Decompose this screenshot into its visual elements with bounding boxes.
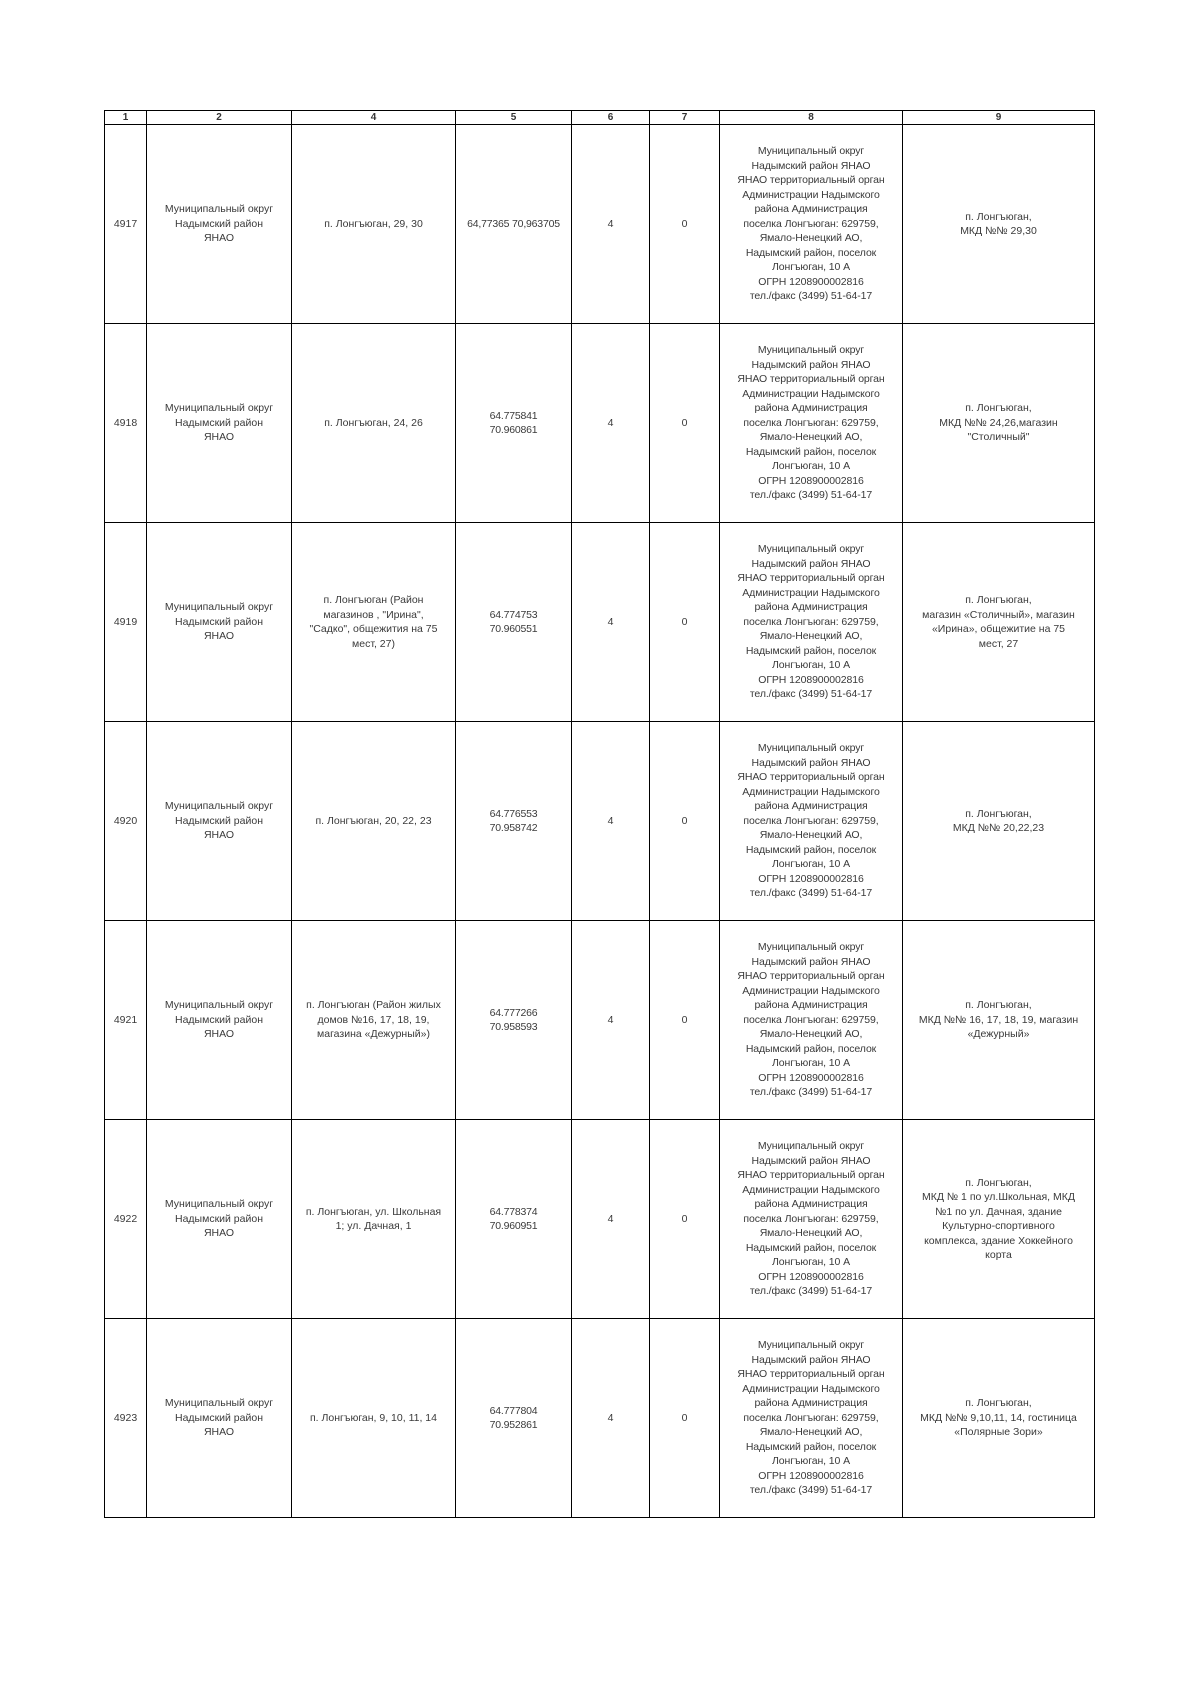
column-6-cell — [572, 1120, 650, 1319]
municipality-cell — [147, 722, 292, 921]
owner-cell — [720, 722, 903, 921]
address-cell — [292, 722, 456, 921]
owner-text: Муниципальный округ Надымский район ЯНАО ЯНАО территориальный орган Администрации Надымского района Администрация поселка Лонгъюган: 629759, Ямало-Ненецкий АО, Надымский район, поселок Лонгъюган, 10 А ОГРН 1208900002816 тел./факс (3499) 51-64-17 — [737, 344, 885, 502]
column-6-cell — [572, 1319, 650, 1518]
owner-cell — [720, 1319, 903, 1518]
table-row — [105, 125, 1095, 324]
address-cell — [292, 125, 456, 324]
address-cell — [292, 523, 456, 722]
column-7-value: 0 — [681, 814, 688, 827]
address-text: п. Лонгъюган, 29, 30 — [324, 217, 423, 230]
municipality-cell — [147, 125, 292, 324]
coordinates-text: 64.775841 70.960861 — [489, 409, 538, 436]
row-id-cell — [105, 722, 147, 921]
municipality-text: Муниципальный округ Надымский район ЯНАО — [164, 1397, 274, 1439]
row-id-cell — [105, 324, 147, 523]
coordinates-text: 64,77365 70,963705 — [467, 217, 560, 230]
row-id-cell — [105, 523, 147, 722]
table-row — [105, 523, 1095, 722]
row-id: 4917 — [113, 217, 138, 230]
table-row — [105, 722, 1095, 921]
sources-cell — [903, 921, 1095, 1120]
column-6-value: 4 — [607, 615, 614, 628]
coordinates-text: 64.776553 70.958742 — [489, 807, 538, 834]
address-text: п. Лонгъюган, 9, 10, 11, 14 — [310, 1411, 437, 1424]
row-id: 4922 — [113, 1212, 138, 1225]
coordinates-text: 64.778374 70.960951 — [489, 1205, 538, 1232]
coordinates-cell — [456, 1319, 572, 1518]
owner-text: Муниципальный округ Надымский район ЯНАО ЯНАО территориальный орган Администрации Надымского района Администрация поселка Лонгъюган: 629759, Ямало-Ненецкий АО, Надымский район, поселок Лонгъюган, 10 А ОГРН 1208900002816 тел./факс (3499) 51-64-17 — [737, 1339, 885, 1497]
column-6-value: 4 — [607, 1212, 614, 1225]
owner-cell — [720, 921, 903, 1120]
sources-text: п. Лонгъюган, МКД №№ 16, 17, 18, 19, магазин «Дежурный» — [918, 999, 1079, 1041]
column-7-cell — [650, 324, 720, 523]
coordinates-cell — [456, 1120, 572, 1319]
column-7-value: 0 — [681, 416, 688, 429]
column-6-value: 4 — [607, 217, 614, 230]
column-7-value: 0 — [681, 615, 688, 628]
owner-text: Муниципальный округ Надымский район ЯНАО ЯНАО территориальный орган Администрации Надымского района Администрация поселка Лонгъюган: 629759, Ямало-Ненецкий АО, Надымский район, поселок Лонгъюган, 10 А ОГРН 1208900002816 тел./факс (3499) 51-64-17 — [737, 941, 885, 1099]
column-7-cell — [650, 523, 720, 722]
column-header: 8 — [720, 111, 903, 125]
owner-text: Муниципальный округ Надымский район ЯНАО ЯНАО территориальный орган Администрации Надымского района Администрация поселка Лонгъюган: 629759, Ямало-Ненецкий АО, Надымский район, поселок Лонгъюган, 10 А ОГРН 1208900002816 тел./факс (3499) 51-64-17 — [737, 543, 885, 701]
coordinates-cell — [456, 125, 572, 324]
column-6-cell — [572, 324, 650, 523]
column-6-cell — [572, 722, 650, 921]
owner-text: Муниципальный округ Надымский район ЯНАО ЯНАО территориальный орган Администрации Надымского района Администрация поселка Лонгъюган: 629759, Ямало-Ненецкий АО, Надымский район, поселок Лонгъюган, 10 А ОГРН 1208900002816 тел./факс (3499) 51-64-17 — [737, 742, 885, 900]
address-text: п. Лонгъюган (Район жилых домов №16, 17, 18, 19, магазина «Дежурный») — [306, 999, 441, 1041]
sources-text: п. Лонгъюган, МКД №№ 29,30 — [960, 210, 1037, 237]
column-7-value: 0 — [681, 1013, 688, 1026]
sources-text: п. Лонгъюган, МКД №№ 20,22,23 — [952, 807, 1045, 834]
column-7-cell — [650, 921, 720, 1120]
row-id: 4923 — [113, 1411, 138, 1424]
address-cell — [292, 1120, 456, 1319]
header-row — [105, 111, 1095, 125]
owner-text: Муниципальный округ Надымский район ЯНАО ЯНАО территориальный орган Администрации Надымского района Администрация поселка Лонгъюган: 629759, Ямало-Ненецкий АО, Надымский район, поселок Лонгъюган, 10 А ОГРН 1208900002816 тел./факс (3499) 51-64-17 — [737, 145, 885, 303]
municipality-text: Муниципальный округ Надымский район ЯНАО — [164, 203, 274, 245]
municipality-text: Муниципальный округ Надымский район ЯНАО — [164, 1198, 274, 1240]
row-id-cell — [105, 1120, 147, 1319]
column-7-value: 0 — [681, 217, 688, 230]
municipality-text: Муниципальный округ Надымский район ЯНАО — [164, 999, 274, 1041]
owner-cell — [720, 523, 903, 722]
coordinates-text: 64.774753 70.960551 — [489, 608, 538, 635]
coordinates-cell — [456, 324, 572, 523]
row-id: 4919 — [113, 615, 138, 628]
row-id: 4920 — [113, 814, 138, 827]
column-7-cell — [650, 125, 720, 324]
sources-cell — [903, 722, 1095, 921]
column-6-cell — [572, 125, 650, 324]
column-header: 4 — [292, 111, 456, 125]
table-row — [105, 921, 1095, 1120]
table-row — [105, 1120, 1095, 1319]
municipality-cell — [147, 921, 292, 1120]
column-7-cell — [650, 1319, 720, 1518]
address-text: п. Лонгъюган, 20, 22, 23 — [315, 814, 432, 827]
municipality-text: Муниципальный округ Надымский район ЯНАО — [164, 601, 274, 643]
coordinates-cell — [456, 523, 572, 722]
table-row — [105, 1319, 1095, 1518]
column-header: 6 — [572, 111, 650, 125]
municipality-cell — [147, 1120, 292, 1319]
municipality-text: Муниципальный округ Надымский район ЯНАО — [164, 402, 274, 444]
address-cell — [292, 324, 456, 523]
sources-text: п. Лонгъюган, МКД №№ 9,10,11, 14, гостиница «Полярные Зори» — [920, 1397, 1077, 1439]
owner-cell — [720, 324, 903, 523]
address-cell — [292, 921, 456, 1120]
municipality-cell — [147, 523, 292, 722]
address-text: п. Лонгъюган, ул. Школьная 1; ул. Дачная, 1 — [305, 1205, 442, 1232]
sources-cell — [903, 125, 1095, 324]
column-7-cell — [650, 722, 720, 921]
owner-cell — [720, 125, 903, 324]
column-7-cell — [650, 1120, 720, 1319]
sources-text: п. Лонгъюган, МКД № 1 по ул.Школьная, МКД №1 по ул. Дачная, здание Культурно-спортивного комплекса, здание Хоккейного корта — [921, 1176, 1075, 1261]
coordinates-text: 64.777266 70.958593 — [489, 1006, 538, 1033]
sources-cell — [903, 523, 1095, 722]
column-7-value: 0 — [681, 1411, 688, 1424]
column-6-cell — [572, 523, 650, 722]
coordinates-text: 64.777804 70.952861 — [489, 1404, 538, 1431]
row-id-cell — [105, 125, 147, 324]
row-id-cell — [105, 1319, 147, 1518]
address-text: п. Лонгъюган (Район магазинов , "Ирина", "Садко", общежития на 75 мест, 27) — [309, 594, 438, 650]
column-7-value: 0 — [681, 1212, 688, 1225]
sources-text: п. Лонгъюган, магазин «Столичный», магазин «Ирина», общежитие на 75 мест, 27 — [922, 594, 1075, 650]
row-id-cell — [105, 921, 147, 1120]
registry-table — [104, 110, 1095, 1518]
row-id: 4921 — [113, 1013, 138, 1026]
sources-cell — [903, 324, 1095, 523]
column-6-cell — [572, 921, 650, 1120]
column-header: 5 — [456, 111, 572, 125]
municipality-text: Муниципальный округ Надымский район ЯНАО — [164, 800, 274, 842]
address-text: п. Лонгъюган, 24, 26 — [324, 416, 423, 429]
row-id: 4918 — [113, 416, 138, 429]
column-header: 7 — [650, 111, 720, 125]
sources-text: п. Лонгъюган, МКД №№ 24,26,магазин "Столичный" — [939, 402, 1058, 444]
municipality-cell — [147, 1319, 292, 1518]
sources-cell — [903, 1319, 1095, 1518]
municipality-cell — [147, 324, 292, 523]
column-6-value: 4 — [607, 814, 614, 827]
table-row — [105, 324, 1095, 523]
column-6-value: 4 — [607, 1013, 614, 1026]
column-6-value: 4 — [607, 416, 614, 429]
owner-cell — [720, 1120, 903, 1319]
column-header: 9 — [903, 111, 1095, 125]
column-header: 2 — [147, 111, 292, 125]
column-header: 1 — [105, 111, 147, 125]
column-6-value: 4 — [607, 1411, 614, 1424]
coordinates-cell — [456, 722, 572, 921]
owner-text: Муниципальный округ Надымский район ЯНАО ЯНАО территориальный орган Администрации Надымского района Администрация поселка Лонгъюган: 629759, Ямало-Ненецкий АО, Надымский район, поселок Лонгъюган, 10 А ОГРН 1208900002816 тел./факс (3499) 51-64-17 — [737, 1140, 885, 1298]
address-cell — [292, 1319, 456, 1518]
sources-cell — [903, 1120, 1095, 1319]
coordinates-cell — [456, 921, 572, 1120]
